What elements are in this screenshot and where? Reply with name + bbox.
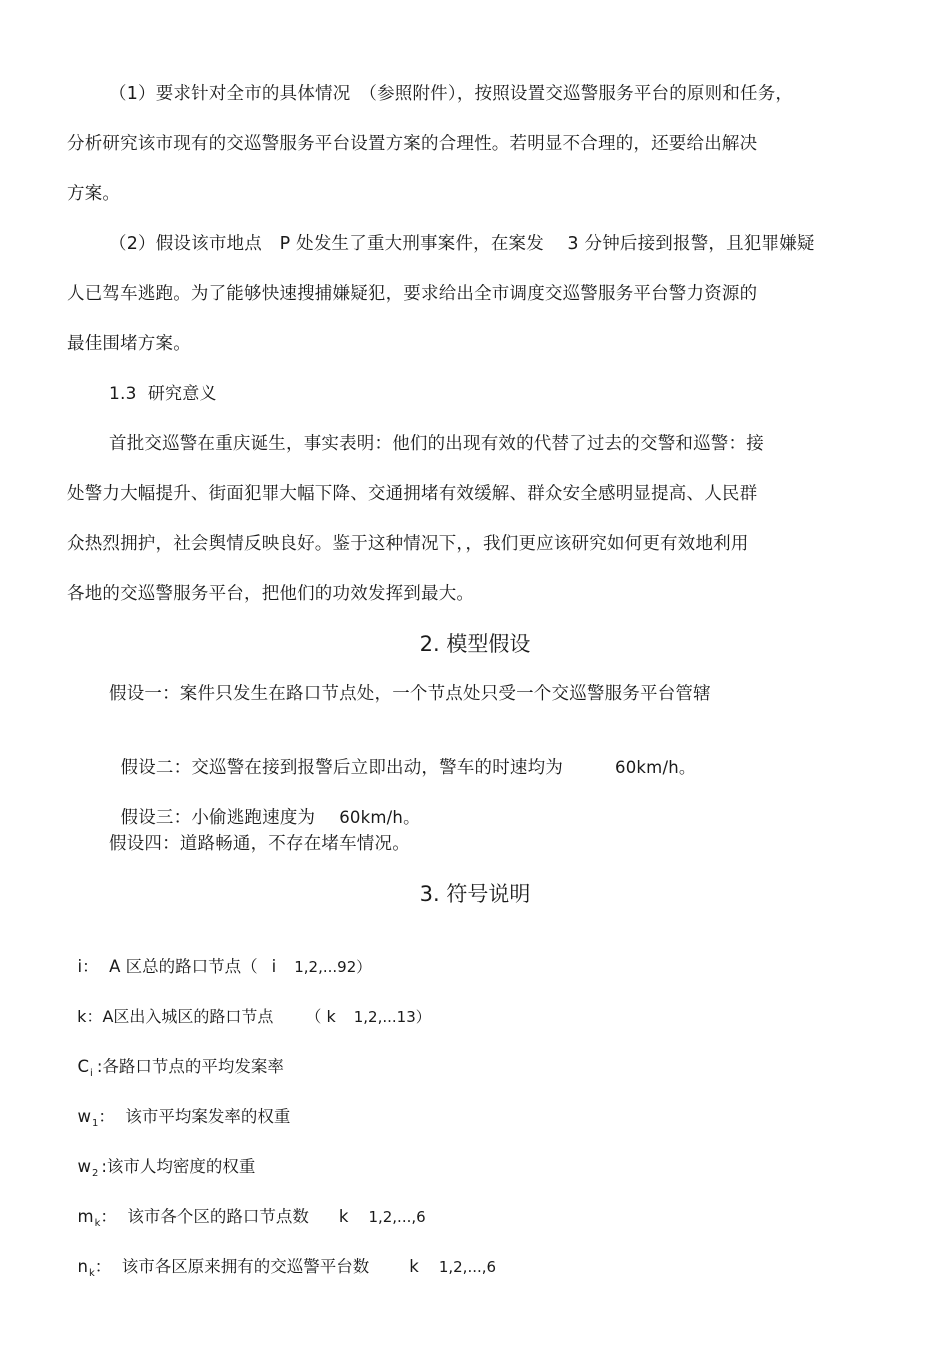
significance-line-3: 众热烈拥护，社会舆情反映良好。鉴于这种情况下，，我们更应该研究如何更有效地利用: [67, 534, 749, 554]
assumption-3-text: 假设三：小偷逃跑速度为: [120, 808, 316, 828]
symbol-i: [67, 931, 371, 979]
symbol-desc: ： 该市各区原来拥有的交巡警平台数: [94, 1257, 370, 1276]
symbol-var: n: [77, 1257, 88, 1276]
problem-1-line-3: 方案。: [67, 184, 121, 204]
symbol-var: m: [77, 1207, 94, 1226]
assumption-2-speed: 60km/h。: [615, 758, 696, 777]
problem-2-line-3: 最佳围堵方案。: [67, 334, 191, 354]
significance-line-2: 处警力大幅提升、街面犯罪大幅下降、交通拥堵有效缓解、群众安全感明显提高、人民群: [67, 484, 758, 504]
symbol-subscript: 1: [92, 1118, 99, 1129]
symbol-range: 1,2,...,6: [438, 1258, 497, 1276]
assumption-3-speed: 60km/h。: [339, 808, 420, 827]
symbol-var: k: [77, 1007, 87, 1026]
symbol-c: [67, 1031, 284, 1086]
symbol-desc: ：A区出入城区的路口节点: [86, 1007, 274, 1026]
symbol-index: i: [271, 957, 277, 976]
symbol-nk: [67, 1231, 496, 1286]
symbol-w1: [67, 1081, 290, 1136]
symbol-mk: [67, 1181, 426, 1236]
symbol-range: 1,2,...13）: [353, 1008, 431, 1026]
symbol-index: k: [409, 1257, 419, 1276]
symbol-desc: ： A 区总的路口节点（: [82, 957, 258, 976]
symbol-desc: ： 该市各个区的路口节点数: [100, 1207, 309, 1226]
assumption-2: [109, 732, 696, 780]
symbol-index: k: [338, 1207, 349, 1226]
problem-1-line-1: （1）要求针对全市的具体情况 （参照附件），按照设置交巡警服务平台的原则和任务，: [109, 84, 794, 104]
assumption-2-text: 假设二：交巡警在接到报警后立即出动，警车的时速均为: [120, 758, 564, 778]
symbol-var: w: [77, 1157, 91, 1176]
problem-2-line-2: 人已驾车逃跑。为了能够快速搜捕嫌疑犯，要求给出全市调度交巡警服务平台警力资源的: [67, 284, 758, 304]
symbol-desc: :各路口节点的平均发案率: [96, 1057, 284, 1076]
symbol-subscript: 2: [92, 1168, 99, 1179]
section-heading-assumptions: 2. 模型假设: [419, 632, 531, 656]
symbol-range: 1,2,...92）: [294, 958, 372, 976]
symbol-desc: :该市人均密度的权重: [101, 1157, 256, 1176]
symbol-var: w: [77, 1107, 91, 1126]
symbol-k: [67, 981, 431, 1029]
significance-line-4: 各地的交巡警服务平台，把他们的功效发挥到最大。: [67, 584, 475, 604]
symbol-var: C: [77, 1057, 90, 1076]
problem-2-line-1: （2）假设该市地点 P 处发生了重大刑事案件，在案发 3 分钟后接到报警，且犯罪嫌疑: [109, 234, 815, 254]
section-heading-symbols: 3. 符号说明: [419, 882, 531, 906]
symbol-w2: [67, 1131, 255, 1186]
symbol-subscript: k: [94, 1218, 101, 1229]
subsection-heading-1-3: 1.3 研究意义: [109, 384, 217, 404]
symbol-index: （ k: [305, 1007, 336, 1026]
symbol-range: 1,2,...,6: [368, 1208, 426, 1226]
symbol-subscript: i: [90, 1068, 93, 1079]
problem-1-line-2: 分析研究该市现有的交巡警服务平台设置方案的合理性。若明显不合理的，还要给出解决: [67, 134, 758, 154]
symbol-subscript: k: [88, 1268, 95, 1279]
assumption-4: 假设四：道路畅通，不存在堵车情况。: [109, 834, 410, 854]
symbol-var: i: [77, 957, 83, 976]
significance-line-1: 首批交巡警在重庆诞生，事实表明：他们的出现有效的代替了过去的交警和巡警：接: [109, 434, 764, 454]
assumption-1: 假设一：案件只发生在路口节点处，一个节点处只受一个交巡警服务平台管辖: [109, 684, 711, 704]
symbol-desc: ： 该市平均案发率的权重: [98, 1107, 291, 1126]
assumption-3: [109, 782, 420, 830]
